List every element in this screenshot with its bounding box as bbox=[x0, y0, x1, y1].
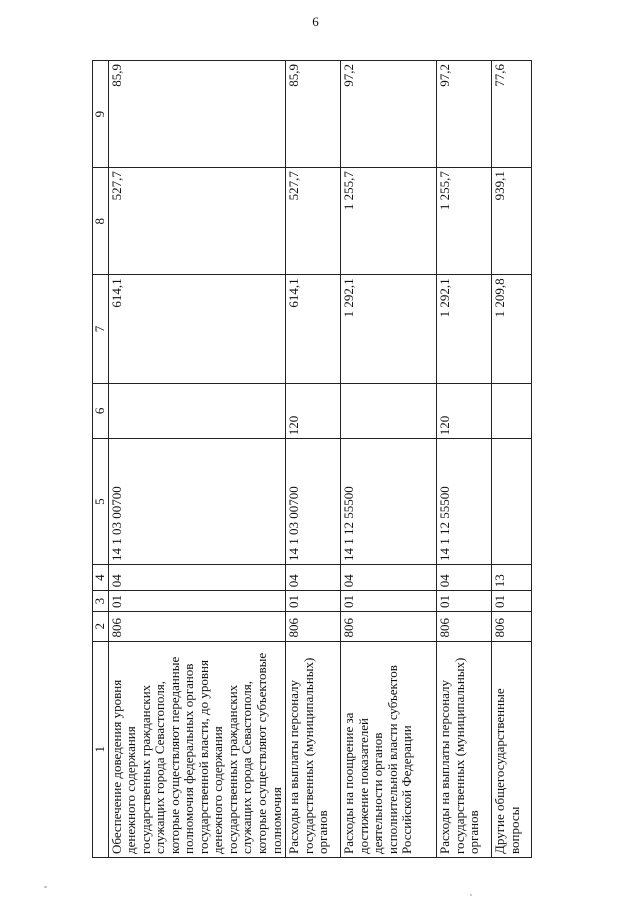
cell-actual: 939,1 bbox=[492, 168, 532, 275]
cell-actual: 1 255,7 bbox=[437, 168, 492, 275]
cell-percent: 97,2 bbox=[341, 61, 437, 168]
cell-expense-type bbox=[492, 383, 532, 439]
cell-percent: 85,9 bbox=[108, 61, 286, 168]
page-number: 6 bbox=[312, 14, 319, 29]
row-name: Расходы на поощрение за достижение показателей деятельности органов исполнительной власти субъектов Российской Федерации bbox=[341, 641, 437, 857]
cell-section: 01 bbox=[341, 591, 437, 612]
cell-section: 01 bbox=[108, 591, 286, 612]
cell-subsection: 04 bbox=[437, 565, 492, 591]
row-name: Расходы на выплаты персоналу государственных (муниципальных) органов bbox=[437, 641, 492, 857]
cell-plan: 614,1 bbox=[108, 275, 286, 383]
header-cell: 9 bbox=[93, 61, 109, 168]
cell-expense-type bbox=[108, 383, 286, 439]
table-row bbox=[437, 61, 492, 858]
cell-expense-type bbox=[341, 383, 437, 439]
table-row bbox=[108, 61, 286, 858]
cell-section: 01 bbox=[286, 591, 341, 612]
cell-target-article: 14 1 03 00700 bbox=[286, 439, 341, 565]
cell-subsection: 04 bbox=[286, 565, 341, 591]
cell-percent: 77,6 bbox=[492, 61, 532, 168]
cell-plan: 1 209,8 bbox=[492, 275, 532, 383]
cell-admin-code: 806 bbox=[286, 612, 341, 642]
row-name: Расходы на выплаты персоналу государственных (муниципальных) органов bbox=[286, 641, 341, 857]
cell-target-article: 14 1 03 00700 bbox=[108, 439, 286, 565]
table-row bbox=[286, 61, 341, 858]
cell-target-article: 14 1 12 55500 bbox=[341, 439, 437, 565]
cell-actual: 527,7 bbox=[286, 168, 341, 275]
cell-percent: 97,2 bbox=[437, 61, 492, 168]
cell-section: 01 bbox=[492, 591, 532, 612]
cell-plan: 1 292,1 bbox=[341, 275, 437, 383]
header-cell: 2 bbox=[93, 612, 109, 642]
cell-plan: 614,1 bbox=[286, 275, 341, 383]
cell-actual: 1 255,7 bbox=[341, 168, 437, 275]
cell-percent: 85,9 bbox=[286, 61, 341, 168]
header-cell: 4 bbox=[93, 565, 109, 591]
row-name: Другие общегосударственные вопросы bbox=[492, 641, 532, 857]
cell-expense-type: 120 bbox=[437, 383, 492, 439]
rotated-table-container bbox=[92, 60, 527, 858]
cell-admin-code: 806 bbox=[108, 612, 286, 642]
scan-artifact bbox=[44, 886, 47, 888]
cell-actual: 527,7 bbox=[108, 168, 286, 275]
cell-admin-code: 806 bbox=[492, 612, 532, 642]
cell-admin-code: 806 bbox=[437, 612, 492, 642]
scan-artifact bbox=[470, 894, 472, 896]
header-cell: 8 bbox=[93, 168, 109, 275]
cell-target-article: 14 1 12 55500 bbox=[437, 439, 492, 565]
cell-subsection: 04 bbox=[341, 565, 437, 591]
cell-expense-type: 120 bbox=[286, 383, 341, 439]
cell-admin-code: 806 bbox=[341, 612, 437, 642]
cell-target-article bbox=[492, 439, 532, 565]
table-row bbox=[492, 61, 532, 858]
cell-subsection: 04 bbox=[108, 565, 286, 591]
cell-plan: 1 292,1 bbox=[437, 275, 492, 383]
budget-table bbox=[92, 60, 532, 858]
header-cell: 6 bbox=[93, 383, 109, 439]
table-row bbox=[341, 61, 437, 858]
header-cell: 5 bbox=[93, 439, 109, 565]
table-header-row bbox=[93, 61, 109, 858]
cell-section: 01 bbox=[437, 591, 492, 612]
header-cell: 1 bbox=[93, 641, 109, 857]
cell-subsection: 13 bbox=[492, 565, 532, 591]
header-cell: 7 bbox=[93, 275, 109, 383]
row-name: Обеспечение доведения уровня денежного содержания государственных гражданских служащих города Севастополя, которые осуществляют переданные полномочия федеральных органов государственной власти, до уровня денежного содержания государственных гражданских служащих города Севастополя, которые осуществляют субъектовые полномочия bbox=[108, 641, 286, 857]
header-cell: 3 bbox=[93, 591, 109, 612]
